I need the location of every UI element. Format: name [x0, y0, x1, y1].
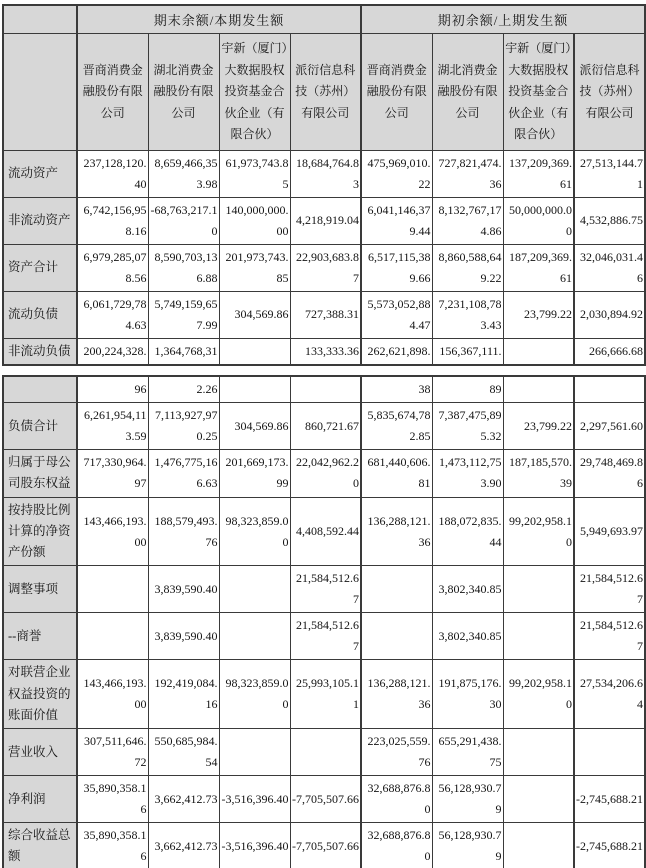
value-cell: 27,513,144.71 — [574, 150, 645, 197]
value-cell: 304,569.86 — [219, 403, 290, 450]
company-header: 湖北消费金融股份有限公司 — [148, 34, 219, 151]
table-row — [3, 338, 645, 365]
value-cell: 3,662,412.73 — [148, 823, 219, 868]
period-group-header: 期末余额/本期发生额 — [77, 5, 361, 34]
value-cell: 5,949,693.97 — [574, 497, 645, 566]
value-cell: 96 — [77, 376, 148, 403]
value-cell: 8,132,767,174.86 — [432, 197, 503, 244]
value-cell: 201,669,173.99 — [219, 450, 290, 498]
value-cell: 25,993,105.11 — [290, 660, 361, 729]
value-cell: 1,476,775,166.63 — [148, 450, 219, 498]
value-cell: 4,218,919.04 — [290, 197, 361, 244]
value-cell: 3,662,412.73 — [148, 776, 219, 823]
value-cell: 38 — [361, 376, 432, 403]
value-cell — [503, 823, 574, 868]
row-label: 综合收益总额 — [3, 823, 77, 868]
row-label: 归属于母公司股东权益 — [3, 450, 77, 498]
value-cell: 99,202,958.10 — [503, 660, 574, 729]
row-label: 非流动负债 — [3, 338, 77, 365]
company-header: 晋商消费金融股份有限公司 — [361, 34, 432, 151]
value-cell: 860,721.67 — [290, 403, 361, 450]
corner-cell — [3, 5, 77, 34]
value-cell — [503, 729, 574, 776]
corner-cell — [3, 34, 77, 151]
table-row — [3, 376, 645, 403]
row-label: 调整事项 — [3, 566, 77, 613]
period-header-row — [3, 5, 645, 34]
associates-table-upper-segment — [2, 4, 646, 366]
value-cell — [503, 613, 574, 660]
value-cell: 2,297,561.60 — [574, 403, 645, 450]
value-cell: 2.26 — [148, 376, 219, 403]
table-row — [3, 403, 645, 450]
value-cell: 6,517,115,389.66 — [361, 244, 432, 291]
company-header: 湖北消费金融股份有限公司 — [432, 34, 503, 151]
value-cell — [503, 776, 574, 823]
value-cell: 727,388.31 — [290, 291, 361, 338]
value-cell: 133,333.36 — [290, 338, 361, 365]
company-header: 晋商消费金融股份有限公司 — [77, 34, 148, 151]
row-label: 净利润 — [3, 776, 77, 823]
value-cell: 143,466,193.00 — [77, 660, 148, 729]
row-label: 流动资产 — [3, 150, 77, 197]
value-cell: 3,839,590.40 — [148, 566, 219, 613]
value-cell — [290, 376, 361, 403]
value-cell: 6,261,954,113.59 — [77, 403, 148, 450]
value-cell: 98,323,859.00 — [219, 660, 290, 729]
value-cell: 727,821,474.36 — [432, 150, 503, 197]
value-cell: 143,466,193.00 — [77, 497, 148, 566]
value-cell — [219, 338, 290, 365]
row-label: 资产合计 — [3, 244, 77, 291]
value-cell: 188,072,835.44 — [432, 497, 503, 566]
value-cell: 223,025,559.76 — [361, 729, 432, 776]
associates-table-lower-segment — [2, 375, 646, 868]
value-cell: 1,364,768,31 — [148, 338, 219, 365]
value-cell: 191,875,176.30 — [432, 660, 503, 729]
value-cell: 35,890,358.16 — [77, 776, 148, 823]
value-cell: 89 — [432, 376, 503, 403]
row-label: 负债合计 — [3, 403, 77, 450]
value-cell: 18,684,764.83 — [290, 150, 361, 197]
value-cell: 27,534,206.64 — [574, 660, 645, 729]
value-cell: 21,584,512.67 — [290, 566, 361, 613]
value-cell: 136,288,121.36 — [361, 497, 432, 566]
value-cell: 99,202,958.10 — [503, 497, 574, 566]
table-row — [3, 291, 645, 338]
row-label — [3, 376, 77, 403]
value-cell: 50,000,000.00 — [503, 197, 574, 244]
value-cell — [503, 338, 574, 365]
value-cell: 3,802,340.85 — [432, 566, 503, 613]
value-cell: 188,579,493.76 — [148, 497, 219, 566]
value-cell: 550,685,984.54 — [148, 729, 219, 776]
value-cell: -68,763,217.10 — [148, 197, 219, 244]
table-row — [3, 450, 645, 498]
row-label: --商誉 — [3, 613, 77, 660]
value-cell: 6,061,729,784.63 — [77, 291, 148, 338]
value-cell: 3,802,340.85 — [432, 613, 503, 660]
value-cell: 98,323,859.00 — [219, 497, 290, 566]
value-cell: 5,749,159,657.99 — [148, 291, 219, 338]
row-label: 营业收入 — [3, 729, 77, 776]
table-row — [3, 566, 645, 613]
value-cell: 21,584,512.67 — [574, 613, 645, 660]
value-cell: 5,835,674,782.85 — [361, 403, 432, 450]
value-cell: 32,046,031.46 — [574, 244, 645, 291]
value-cell — [361, 566, 432, 613]
company-header: 派衍信息科技（苏州）有限公司 — [574, 34, 645, 151]
value-cell: 8,659,466,353.98 — [148, 150, 219, 197]
value-cell: 21,584,512.67 — [290, 613, 361, 660]
table-row — [3, 613, 645, 660]
value-cell: 6,742,156,958.16 — [77, 197, 148, 244]
value-cell: -7,705,507.66 — [290, 776, 361, 823]
value-cell — [77, 566, 148, 613]
value-cell: 7,113,927,970.25 — [148, 403, 219, 450]
table-row — [3, 729, 645, 776]
company-header: 派衍信息科技（苏州）有限公司 — [290, 34, 361, 151]
value-cell: 136,288,121.36 — [361, 660, 432, 729]
value-cell — [503, 376, 574, 403]
value-cell: 23,799.22 — [503, 291, 574, 338]
value-cell: 200,224,328. — [77, 338, 148, 365]
value-cell: 237,128,120.40 — [77, 150, 148, 197]
value-cell: 2,030,894.92 — [574, 291, 645, 338]
value-cell: 137,209,369.61 — [503, 150, 574, 197]
value-cell: 8,590,703,136.88 — [148, 244, 219, 291]
value-cell: 6,041,146,379.44 — [361, 197, 432, 244]
value-cell: 681,440,606.81 — [361, 450, 432, 498]
value-cell: 32,688,876.80 — [361, 823, 432, 868]
value-cell — [219, 613, 290, 660]
value-cell: 3,839,590.40 — [148, 613, 219, 660]
table-row — [3, 244, 645, 291]
value-cell — [574, 729, 645, 776]
table-row — [3, 823, 645, 868]
value-cell — [77, 613, 148, 660]
value-cell: 6,979,285,078.56 — [77, 244, 148, 291]
value-cell: 201,973,743.85 — [219, 244, 290, 291]
value-cell: -3,516,396.40 — [219, 776, 290, 823]
table-row — [3, 497, 645, 566]
value-cell: 262,621,898. — [361, 338, 432, 365]
value-cell: 192,419,084.16 — [148, 660, 219, 729]
value-cell: 304,569.86 — [219, 291, 290, 338]
table-row — [3, 776, 645, 823]
value-cell: 156,367,111. — [432, 338, 503, 365]
value-cell: 266,666.68 — [574, 338, 645, 365]
value-cell: 655,291,438.75 — [432, 729, 503, 776]
value-cell: -2,745,688.21 — [574, 823, 645, 868]
row-label: 按持股比例计算的净资产份额 — [3, 497, 77, 566]
value-cell — [219, 376, 290, 403]
value-cell: 32,688,876.80 — [361, 776, 432, 823]
table-row — [3, 660, 645, 729]
value-cell — [574, 376, 645, 403]
value-cell: 307,511,646.72 — [77, 729, 148, 776]
value-cell: 140,000,000.00 — [219, 197, 290, 244]
value-cell — [219, 566, 290, 613]
row-label: 流动负债 — [3, 291, 77, 338]
value-cell: 8,860,588,649.22 — [432, 244, 503, 291]
table-row — [3, 150, 645, 197]
value-cell — [290, 729, 361, 776]
value-cell: 61,973,743.85 — [219, 150, 290, 197]
value-cell: 187,209,369.61 — [503, 244, 574, 291]
value-cell: 56,128,930.79 — [432, 776, 503, 823]
value-cell: -3,516,396.40 — [219, 823, 290, 868]
value-cell — [219, 729, 290, 776]
value-cell: 21,584,512.67 — [574, 566, 645, 613]
value-cell: 56,128,930.79 — [432, 823, 503, 868]
value-cell: 4,408,592.44 — [290, 497, 361, 566]
row-label: 非流动资产 — [3, 197, 77, 244]
value-cell: 717,330,964.97 — [77, 450, 148, 498]
value-cell: 35,890,358.16 — [77, 823, 148, 868]
value-cell — [361, 613, 432, 660]
row-label: 对联营企业权益投资的账面价值 — [3, 660, 77, 729]
value-cell: 1,473,112,753.90 — [432, 450, 503, 498]
value-cell: 5,573,052,884.47 — [361, 291, 432, 338]
value-cell — [503, 566, 574, 613]
value-cell: 23,799.22 — [503, 403, 574, 450]
value-cell: 7,231,108,783.43 — [432, 291, 503, 338]
value-cell: 4,532,886.75 — [574, 197, 645, 244]
company-header: 宇新（厦门）大数据股权投资基金合伙企业（有限合伙） — [503, 34, 574, 151]
company-header-row — [3, 34, 645, 151]
company-header: 宇新（厦门）大数据股权投资基金合伙企业（有限合伙） — [219, 34, 290, 151]
table-row — [3, 197, 645, 244]
value-cell: 475,969,010.22 — [361, 150, 432, 197]
value-cell: 22,903,683.87 — [290, 244, 361, 291]
value-cell: -7,705,507.66 — [290, 823, 361, 868]
value-cell: 22,042,962.20 — [290, 450, 361, 498]
value-cell: 187,185,570.39 — [503, 450, 574, 498]
value-cell: -2,745,688.21 — [574, 776, 645, 823]
value-cell: 29,748,469.86 — [574, 450, 645, 498]
period-group-header: 期初余额/上期发生额 — [361, 5, 645, 34]
value-cell: 7,387,475,895.32 — [432, 403, 503, 450]
